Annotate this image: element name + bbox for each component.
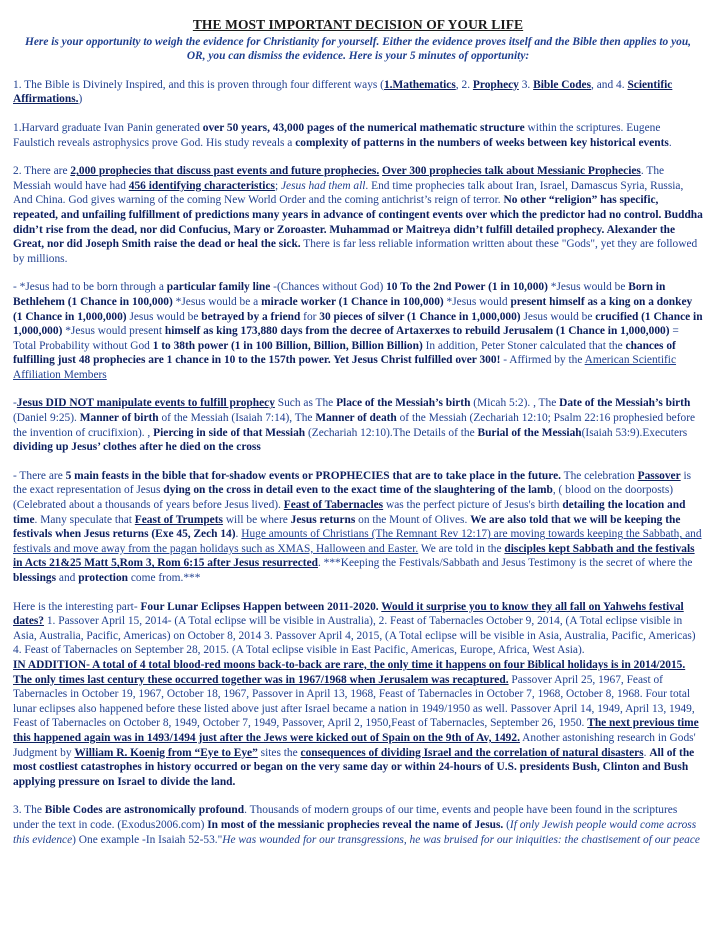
emphasis: 5 main feasts in the bible that for-shadow events or PROPHECIES that are to take place in the future.: [65, 469, 561, 482]
text: There is far less reliable information written about these "Gods", yet they are followed by millions.: [13, 238, 698, 265]
emphasis: Manner of death: [315, 412, 397, 425]
paragraph-probabilities: [13, 280, 703, 382]
text: The celebration: [560, 469, 638, 482]
affiliation-name: American Scientific Affiliation Members: [13, 354, 677, 381]
text: Here is the interesting part-: [13, 600, 141, 613]
emphasis: 456 identifying characteristics: [128, 179, 275, 192]
text: 3. The: [13, 804, 45, 817]
paragraph-lunar-eclipses: [13, 600, 703, 658]
text: (: [503, 818, 510, 831]
document-page: [13, 18, 703, 847]
text: ;: [274, 179, 281, 192]
emphasis: detailing the location and time: [13, 499, 686, 526]
paragraph-no-manipulation: [13, 396, 703, 454]
text: . ***Keeping the Festivals/Sabbath and Jesus Testimony is the secret of where the: [317, 557, 693, 570]
emphasis: Jesus had them all: [280, 179, 366, 192]
text: We are told in the: [418, 542, 505, 555]
paragraph-prophecies: [13, 164, 703, 266]
text: 2. There are: [13, 165, 71, 178]
text: *Jesus would: [443, 295, 511, 308]
text: Jesus would be: [126, 310, 202, 323]
paragraph-mathematics: [13, 121, 703, 150]
prophecy-term: Prophecy: [472, 78, 519, 91]
scripture-quote: He was wounded for our transgressions, he was bruised for our iniquities: the chastisement of our peace: [222, 833, 700, 846]
paragraph-bible-codes: [13, 803, 703, 847]
text: , 2.: [455, 78, 473, 91]
text: come from.***: [128, 572, 201, 584]
text: .: [235, 528, 242, 541]
emphasis: disciples kept Sabbath and the festivals in Acts 21&25 Matt 5,Rom 3, Rom 6:15 after Jesus resurrected: [13, 542, 695, 570]
emphasis: present himself as a king on a donkey (1 Chance in 1,000,000): [13, 295, 693, 323]
emphasis: Burial of the Messiah: [477, 426, 582, 439]
emphasis: Jesus returns: [290, 513, 356, 526]
emphasis: himself as king 173,880 days from the decree of Artaxerxes to rebuild Jerusalem (1 Chance in 1,000,000): [164, 325, 670, 338]
emphasis: 10 To the 2nd Power (1 in 10,000): [386, 281, 548, 294]
text: Jesus would be: [520, 310, 596, 323]
text: 1. The Bible is Divinely Inspired, and this is proven through four different ways (: [13, 78, 384, 91]
intro-line-2: OR, you can dismiss the evidence. Here is your 5 minutes of opportunity:: [186, 50, 530, 63]
text: - There are: [13, 469, 66, 482]
text: within the scriptures. Eugene Faulstich reveals astrophysics prove God. His study reveals a: [13, 121, 661, 149]
emphasis: Place of the Messiah’s birth: [336, 397, 471, 410]
text: = Total Probability without God: [13, 325, 679, 352]
emphasis: 30 pieces of silver (1 Chance in 1,000,000): [319, 310, 521, 323]
text: , ( blood on the doorposts) (Celebrated about a thousands of years before Jesus lived).: [13, 484, 674, 512]
text: *Jesus would be: [547, 281, 629, 294]
bible-codes-term: Bible Codes: [533, 78, 592, 91]
text: Passover April 25, 1967, Feast of Tabernacles in October 19, 1967, October 18, 1967, Passover in April 13, 1968, Feast of Tabernacles in October 7, 1968, October 8, 1968. Four total lunar eclipses also happened before these listed above just after Israel became a nation in 1949/1950 as well. Passover April 14, 1949, April 13, 1949, Feast of Tabernacles on October 8, 1949, October 7, 1949, Passover, April 2, 1950,Feast of Tabernacles, September 26, 1950.: [13, 673, 695, 730]
text: *Jesus would present: [62, 325, 165, 338]
paragraph-in-addition: [13, 658, 703, 789]
text: on the Mount of Olives.: [355, 513, 471, 526]
emphasis: consequences of dividing Israel and the correlation of natural disasters: [300, 746, 644, 759]
text: ) One example -In Isaiah 52-53.": [72, 833, 223, 846]
emphasis: betrayed by a friend: [201, 310, 301, 323]
emphasis: miracle worker (1 Chance in 100,000): [261, 295, 444, 308]
emphasis: 2,000 prophecies that discuss past events and future prophecies.: [70, 165, 380, 178]
emphasis: All of the most costliest catastrophes in history occurred or began on the very same day or within 24-hours of U.S. presidents Bush, Clinton and Bush applying pressure on Israel to divide the land.: [13, 746, 695, 788]
text: , and 4.: [591, 78, 628, 91]
text: (Isaiah 53:9).Executers: [581, 426, 688, 439]
mathematics-term: 1.Mathematics: [383, 78, 456, 91]
paragraph-four-ways: [13, 78, 703, 107]
text: Another astonishing research in Gods' Judgment by: [13, 731, 696, 759]
emphasis: Four Lunar Eclipses Happen between 2011-2020.: [140, 600, 382, 613]
emphasis: Date of the Messiah’s birth: [559, 397, 691, 410]
emphasis: dying on the cross in detail even to the exact time of the slaughtering of the lamb: [163, 484, 553, 497]
emphasis: blessings: [13, 572, 57, 584]
text: In addition, Peter Stoner calculated that the: [422, 339, 626, 352]
text: and: [56, 572, 79, 584]
text: ): [78, 93, 83, 106]
text: of the Messiah (Zechariah 12:10; Psalm 22:16 prophesied before the invention of crucifixion). ,: [13, 412, 696, 439]
emphasis: IN ADDITION- A total of 4 total blood-red moons back-to-back are rare, the only time it happens on four Biblical holidays is in 2014/2015. The only times last century these occurred together was in 1967/1968 when Jerusalem was recaptured.: [13, 658, 686, 686]
text: - *Jesus had to be born through a: [13, 281, 167, 294]
emphasis: The next previous time this happened again was in 1493/1494 just after the Jews were kicked out of Spain on the 9th of Av, 1492.: [13, 717, 699, 744]
emphasis: 1 to 38th power (1 in 100 Billion, Billion, Billion Billion): [152, 339, 423, 352]
emphasis: crucified (1 Chance in 1,000,000): [13, 310, 703, 338]
text: is the exact representation of Jesus: [13, 469, 692, 497]
text: .: [643, 746, 650, 759]
text: (Zechariah 12:10).The Details of the: [305, 426, 478, 439]
text: was the perfect picture of Jesus's birth: [383, 499, 563, 512]
emphasis: Bible Codes are astronomically profound: [44, 804, 245, 817]
emphasis: over 50 years, 43,000 pages of the numerical mathematic structure: [202, 121, 525, 134]
emphasis: We are also told that we will be keeping the festivals when Jesus returns (Exe 45, Zech 14): [13, 513, 681, 541]
emphasis: Born in Bethlehem (1 Chance in 100,000): [13, 281, 666, 308]
emphasis: chances of fulfilling just 48 prophecies are 1 chance in 10 to the 157th power. Yet Jesus Christ fulfilled over 300!: [13, 339, 676, 367]
text: . The Messiah would have had: [13, 165, 665, 192]
text: . End time prophecies talk about Iran, Israel, Damascus Syria, Russia, And China. God gives warning of the coming New World Order and the coming antichrist’s reign of terror.: [13, 179, 684, 207]
text: of the Messiah (Isaiah 7:14), The: [158, 412, 316, 425]
document-title: THE MOST IMPORTANT DECISION OF YOUR LIFE: [192, 17, 524, 32]
text: (Daniel 9:25).: [13, 412, 80, 425]
emphasis: Piercing in side of that Messiah: [153, 426, 306, 439]
emphasis: No other “religion” has specific, repeated, and unfailing fulfillment of predictions many years in advance of contingent events over which the predictor had no control. Buddha didn’t rise from the dead, nor did Confucius, Mary or Zoroaster. Muhammad or Maitreya didn’t fulfill detailed prophecy. Alexander the Great, nor did Joseph Smith raise the dead or heal the sick.: [13, 194, 703, 251]
text: 3.: [518, 78, 534, 91]
emphasis: Would it surprise you to know they all fall on Yahwehs festival dates?: [13, 600, 684, 628]
text: .: [668, 136, 672, 149]
emphasis: complexity of patterns in the numbers of weeks between key historical events: [295, 136, 669, 149]
text: for: [300, 310, 320, 323]
emphasis: Over 300 prophecies talk about Messianic Prophecies: [382, 165, 641, 178]
intro-line-1: Here is your opportunity to weigh the evidence for Christianity for yourself. Either the evidence proves itself and the Bible then applies to you,: [24, 35, 692, 48]
text: *Jesus would be a: [172, 295, 262, 308]
scientific-affirmations-term: Scientific Affirmations.: [13, 78, 673, 106]
emphasis: Manner of birth: [79, 412, 159, 425]
text: Such as The: [274, 397, 337, 410]
underlined-text: Huge amounts of Christians (The Remnant Rev 12:17) are moving towards keeping the Sabbath, and festivals and move away from the pagan holidays such as XMAS, Halloween and Easter.: [13, 528, 702, 555]
emphasis: protection: [78, 572, 128, 584]
author-name: William R. Koenig from “Eye to Eye”: [74, 746, 258, 759]
text: 1.Harvard graduate Ivan Panin generated: [13, 121, 203, 134]
text: 1. Passover April 15, 2014- (A Total eclipse will be visible in Australia), 2. Feast of Tabernacles October 9, 2014, (A Total eclipse visible in Asia, Australia, Pacific, Americas) on October 8, 2014 3. Passover April 4, 2015, (A Total eclipse will be visible in Asia, Australia, Pacific, Americas) 4. Feast of Tabernacles on September 28, 2015. (A Total eclipse visible in East Pacific, Americas, Europe, Africa, West Asia).: [13, 615, 696, 657]
text: - Affirmed by the: [500, 354, 585, 367]
text: . Thousands of modern groups of our time, events and people have been found in the scriptures under the text in code. (Exodus2006.com): [13, 804, 678, 831]
emphasis: Jesus DID NOT manipulate events to fulfill prophecy: [16, 397, 275, 410]
paragraph-feasts: [13, 469, 703, 586]
text: will be where: [222, 513, 291, 526]
emphasis: dividing up Jesus’ clothes after he died on the cross: [13, 441, 261, 454]
emphasis: In most of the messianic prophecies reveal the name of Jesus.: [207, 818, 504, 831]
trumpets-term: Feast of Trumpets: [134, 513, 223, 526]
text: -(Chances without God): [270, 281, 387, 294]
text: (Micah 5:2). , The: [470, 397, 560, 410]
emphasis: particular family line: [166, 281, 271, 294]
text: . Many speculate that: [34, 513, 135, 526]
text: sites the: [257, 746, 301, 759]
passover-term: Passover: [637, 469, 681, 482]
emphasis: If only Jewish people would come across this evidence: [13, 818, 697, 846]
tabernacles-term: Feast of Tabernacles: [283, 499, 384, 512]
text: -: [13, 397, 17, 410]
